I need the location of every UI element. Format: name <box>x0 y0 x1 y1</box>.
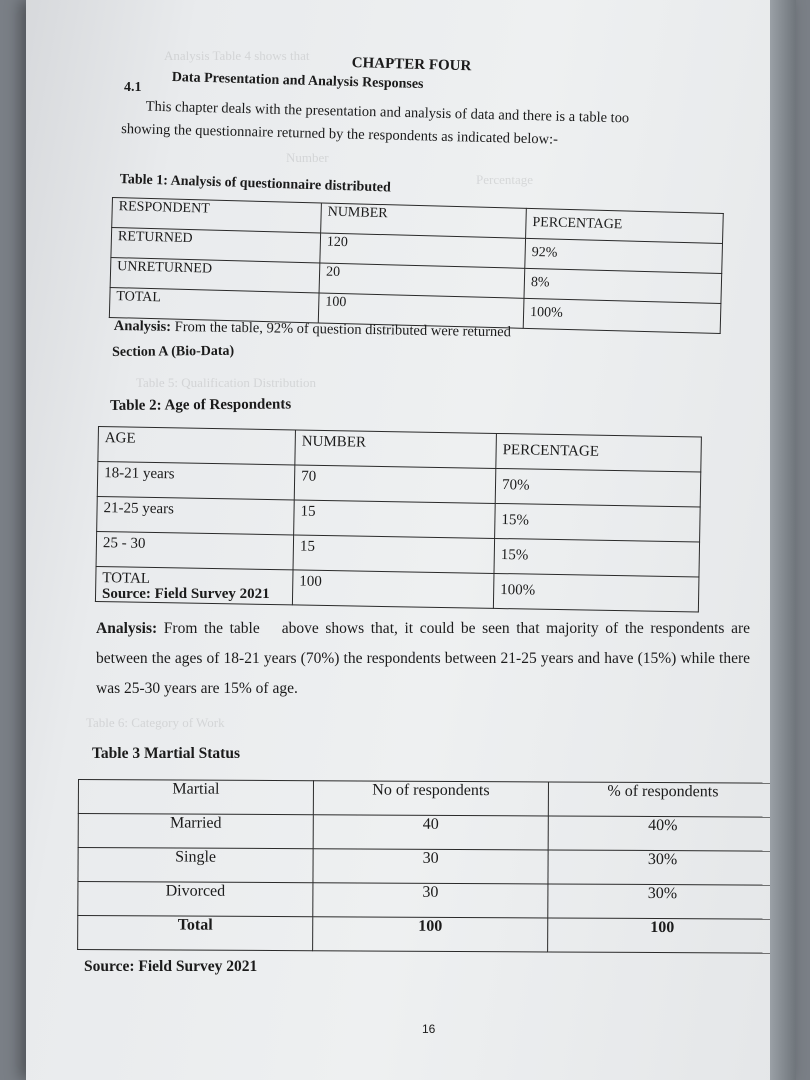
table-cell: 18-21 years <box>97 462 295 500</box>
table-cell: 92% <box>525 238 723 273</box>
table-header-cell: PERCENTAGE <box>496 433 702 472</box>
document-page <box>26 0 796 1080</box>
table-cell: 100 <box>292 570 494 609</box>
table-cell: 30% <box>548 884 777 919</box>
table-header-cell: NUMBER <box>295 430 497 469</box>
table2-age <box>95 426 702 613</box>
chapter-heading: CHAPTER FOUR <box>351 55 472 75</box>
table3-title: Table 3 Martial Status <box>92 745 240 762</box>
table-cell: Married <box>78 814 313 849</box>
table-total-row <box>78 916 777 954</box>
bleed-through: Percentage <box>476 172 534 187</box>
table-cell: TOTAL <box>109 287 319 322</box>
table-cell: 30% <box>548 850 777 885</box>
page-edge-shadow <box>770 0 796 1080</box>
table-row <box>78 848 777 886</box>
table-header-cell: PERCENTAGE <box>526 208 724 243</box>
analysis-text: above shows that, it could be seen that majority of the respondents are between the ages of 18-21 years (70%) the respondents between 21-25 years and have (15%) while there was 25-30 years are 15% of age. <box>96 620 750 697</box>
table-cell: 30 <box>313 883 548 918</box>
table-cell: 70% <box>495 468 701 507</box>
table-cell: 100 <box>313 917 548 952</box>
table-row <box>78 882 777 920</box>
table-cell: Single <box>78 848 313 883</box>
table-header-cell: NUMBER <box>321 203 527 238</box>
table-cell: RETURNED <box>111 228 321 263</box>
table-cell: 20 <box>319 263 525 298</box>
table1-questionnaire <box>109 197 724 334</box>
table2-analysis <box>96 614 750 704</box>
section-a-heading: Section A (Bio-Data) <box>112 343 235 360</box>
table-cell: 100 <box>548 918 777 953</box>
table-cell: 100% <box>493 573 699 612</box>
table-header-cell: No of respondents <box>313 781 548 816</box>
table-cell: 15 <box>293 535 495 574</box>
table-cell: 30 <box>313 849 548 884</box>
table-cell: 100 <box>318 293 524 328</box>
analysis-label: Analysis: <box>96 620 158 637</box>
bleed-through: Analysis Table 4 shows that <box>164 48 310 63</box>
table-cell: 40% <box>548 816 777 851</box>
table2-title: Table 2: Age of Respondents <box>110 396 292 414</box>
table-cell: Divorced <box>78 882 313 917</box>
table3-marital-status <box>77 779 778 954</box>
analysis-text: From the table <box>163 620 260 637</box>
intro-line: showing the questionnaire returned by the respondents as indicated below:- <box>120 120 559 148</box>
intro-paragraph <box>121 95 722 156</box>
table-cell: 100% <box>523 298 721 333</box>
section-number: 4.1 <box>124 80 142 95</box>
bleed-through: Table 5: Qualification Distribution <box>136 375 316 390</box>
table-cell: TOTAL <box>95 566 293 604</box>
table1-title: Table 1: Analysis of questionnaire distributed <box>119 172 391 196</box>
table-header-cell: Martial <box>78 780 313 815</box>
analysis-label: Analysis: <box>113 318 172 335</box>
table3-source: Source: Field Survey 2021 <box>84 958 258 975</box>
table-cell: 25 - 30 <box>96 531 294 569</box>
table-header-cell: % of respondents <box>548 782 777 817</box>
table-cell: 70 <box>294 465 496 504</box>
table-header-row <box>78 780 777 818</box>
table-cell: 15% <box>495 503 701 542</box>
bleed-through: Table 6: Category of Work <box>86 715 225 730</box>
table-row <box>78 814 777 852</box>
table-cell: Total <box>78 916 313 951</box>
intro-line: This chapter deals with the presentation and analysis of data and there is a table too <box>145 98 630 127</box>
analysis-text: From the table, 92% of question distributed were returned <box>174 318 512 341</box>
table-cell: 8% <box>524 268 722 303</box>
page-number: 16 <box>422 1022 436 1036</box>
table-cell: 15% <box>494 538 700 577</box>
table-cell: 15 <box>294 500 496 539</box>
table-cell: 40 <box>313 815 548 850</box>
table-cell: UNRETURNED <box>110 257 320 292</box>
section-title: Data Presentation and Analysis Responses <box>171 70 424 93</box>
table-header-cell: RESPONDENT <box>112 198 322 233</box>
bleed-through: Number <box>286 150 329 165</box>
table-header-cell: AGE <box>98 427 296 465</box>
table-cell: 120 <box>320 233 526 268</box>
table2-source: Source: Field Survey 2021 <box>102 586 270 602</box>
table-cell: 21-25 years <box>97 496 295 534</box>
